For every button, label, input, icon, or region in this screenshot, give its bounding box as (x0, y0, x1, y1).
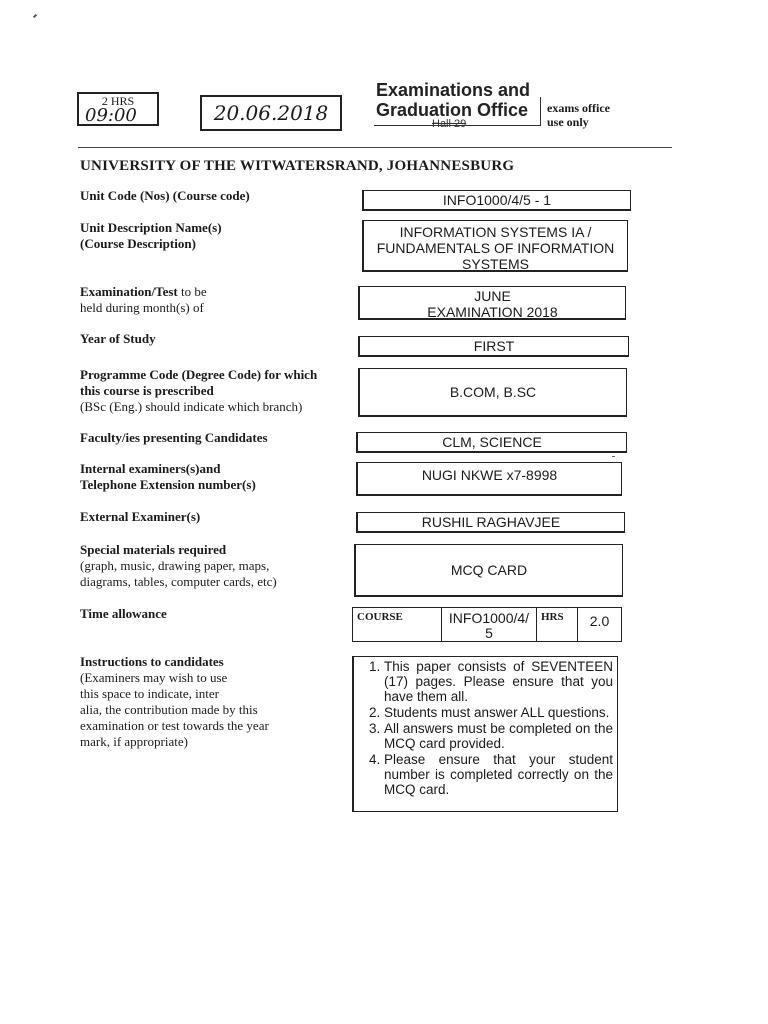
course-header: COURSE (353, 608, 442, 641)
exam-month-line2: EXAMINATION 2018 (427, 304, 558, 320)
programme-code-label: Programme Code (Degree Code) for which this course is prescribed (BSc (Eng.) should indicate which branch) (80, 367, 318, 414)
course-value-line1: INFO1000/4/ (448, 610, 530, 626)
time-allowance-label: Time allowance (80, 606, 167, 621)
internal-examiners-label: Internal examiners(s)and Telephone Extension number(s) (80, 461, 256, 492)
unit-description-line2: FUNDAMENTALS OF INFORMATION (376, 240, 615, 256)
time-allowance-table (352, 607, 622, 642)
exam-month-label: Examination/Test to be held during month(s) of (80, 284, 207, 315)
hrs-value: 2.0 (589, 613, 610, 629)
unit-description-value-box (362, 220, 628, 272)
unit-code-label: Unit Code (Nos) (Course code) (80, 188, 250, 203)
faculty-label: Faculty/ies presenting Candidates (80, 430, 268, 445)
office-use-line2: use only (547, 115, 589, 129)
unit-code-value: INFO1000/4/5 - 1 (442, 192, 552, 208)
programme-code-value-box (358, 368, 627, 417)
exam-month-value-box (358, 286, 626, 320)
office-title-line2: Graduation Office (376, 100, 529, 120)
unit-description-line1: INFORMATION SYSTEMS IA / (399, 224, 592, 240)
faculty-value: CLM, SCIENCE (442, 434, 542, 450)
internal-examiners-value: NUGI NKWE x7-8998 (421, 467, 558, 483)
instructions-box (352, 656, 618, 812)
special-materials-label: Special materials required (graph, music, drawing paper, maps, diagrams, tables, computer cards, etc) (80, 542, 277, 589)
special-materials-value-box (354, 544, 623, 597)
unit-code-value-box (362, 190, 631, 211)
exam-date-handwritten: 20.06.2018 (213, 101, 329, 125)
university-title: UNIVERSITY OF THE WITWATERSRAND, JOHANNESBURG (80, 158, 515, 174)
instruction-item: 2. Students must answer ALL questions. (384, 705, 613, 720)
unit-description-label: Unit Description Name(s) (Course Description) (80, 220, 222, 251)
office-use-only (547, 101, 610, 129)
office-title-line1: Examinations and (376, 80, 531, 100)
hrs-header: HRS (537, 608, 578, 641)
course-value (442, 608, 537, 641)
office-use-line1: exams office (547, 101, 610, 115)
instruction-item: 1. This paper consists of SEVENTEEN (17) pages. Please ensure that you have them all. (384, 659, 613, 704)
special-materials-value: MCQ CARD (450, 562, 528, 578)
scan-speck (33, 14, 37, 18)
unit-description-line3: SYSTEMS (462, 256, 529, 272)
external-examiner-value: RUSHIL RAGHAVJEE (421, 514, 561, 530)
start-time-handwritten: 09:00 (85, 105, 137, 126)
external-examiner-value-box (356, 512, 625, 533)
internal-examiners-value-box (356, 462, 622, 496)
office-hall: Hall 29 (432, 118, 467, 130)
external-examiner-label: External Examiner(s) (80, 509, 201, 524)
date-stamp-box (200, 95, 342, 131)
instructions-list (358, 659, 613, 797)
year-of-study-value-box (358, 336, 629, 357)
instruction-item: 4. Please ensure that your student number is completed correctly on the MCQ card. (384, 752, 613, 797)
year-of-study-value: FIRST (473, 338, 515, 354)
instruction-item: 3. All answers must be completed on the MCQ card provided. (384, 721, 613, 751)
year-of-study-label: Year of Study (80, 331, 156, 346)
programme-code-value: B.COM, B.SC (449, 384, 537, 400)
header-divider (78, 147, 672, 148)
faculty-value-box (356, 432, 627, 453)
scan-speck (612, 456, 615, 457)
course-value-line2: 5 (485, 625, 493, 641)
duration-stamp: 2 HRS (101, 94, 135, 108)
time-stamp-box (77, 92, 159, 126)
instructions-label: Instructions to candidates (Examiners may wish to use this space to indicate, inter alia, the contribution made by this examination or test towards the year mark, if appropriate) (80, 654, 269, 749)
exam-month-line1: JUNE (474, 288, 511, 304)
